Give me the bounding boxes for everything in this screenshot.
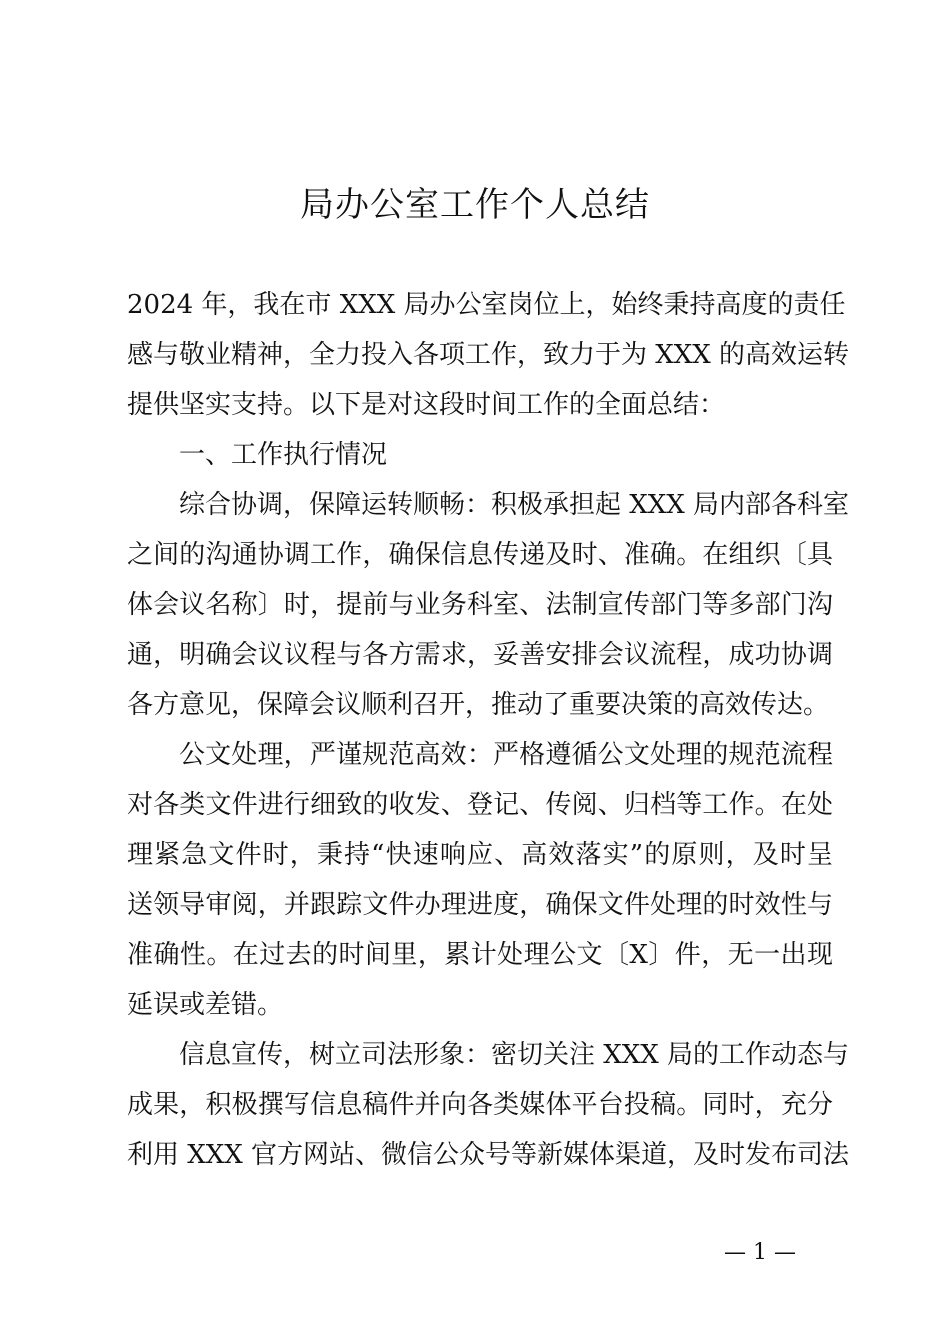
page-number: — 1 — xyxy=(724,1240,796,1265)
paragraph-line: 延误或差错。 xyxy=(127,990,284,1020)
paragraph-line: 通，明确会议议程与各方需求，妥善安排会议流程，成功协调 xyxy=(127,640,833,670)
document-handling-paragraph xyxy=(127,730,833,1030)
paragraph-line: 送领导审阅，并跟踪文件办理进度，确保文件处理的时效性与 xyxy=(127,890,833,920)
paragraph-line: 各方意见，保障会议顺利召开，推动了重要决策的高效传达。 xyxy=(127,690,830,720)
publicity-paragraph xyxy=(127,1030,850,1180)
paragraph-line: 体会议名称〕时，提前与业务科室、法制宣传部门等多部门沟 xyxy=(127,590,833,620)
paragraph-line: 利用 XXX 官方网站、微信公众号等新媒体渠道，及时发布司法 xyxy=(127,1140,850,1170)
coordination-paragraph xyxy=(127,480,850,730)
paragraph-line: 之间的沟通协调工作，确保信息传递及时、准确。在组织〔具 xyxy=(127,540,833,570)
document-title: 局办公室工作个人总结 xyxy=(300,185,650,225)
paragraph-line: 对各类文件进行细致的收发、登记、传阅、归档等工作。在处 xyxy=(127,790,833,820)
paragraph-line: 感与敬业精神，全力投入各项工作，致力于为 XXX 的高效运转 xyxy=(127,340,850,370)
paragraph-line: 理紧急文件时，秉持“快速响应、高效落实”的原则，及时呈 xyxy=(127,840,833,870)
document-body xyxy=(127,280,850,1180)
paragraph-line: 公文处理，严谨规范高效：严格遵循公文处理的规范流程 xyxy=(179,740,833,770)
paragraph-line: 2024 年，我在市 XXX 局办公室岗位上，始终秉持高度的责任 xyxy=(127,290,846,320)
intro-paragraph xyxy=(127,280,850,430)
paragraph-line: 提供坚实支持。以下是对这段时间工作的全面总结： xyxy=(127,390,726,420)
paragraph-line: 成果，积极撰写信息稿件并向各类媒体平台投稿。同时，充分 xyxy=(127,1090,833,1120)
paragraph-line: 综合协调，保障运转顺畅：积极承担起 XXX 局内部各科室 xyxy=(179,490,850,520)
section-heading xyxy=(127,430,833,480)
section-heading-text: 一、工作执行情况 xyxy=(179,440,388,470)
paragraph-line: 准确性。在过去的时间里，累计处理公文〔X〕件，无一出现 xyxy=(127,940,833,970)
paragraph-line: 信息宣传，树立司法形象：密切关注 XXX 局的工作动态与 xyxy=(179,1040,850,1070)
